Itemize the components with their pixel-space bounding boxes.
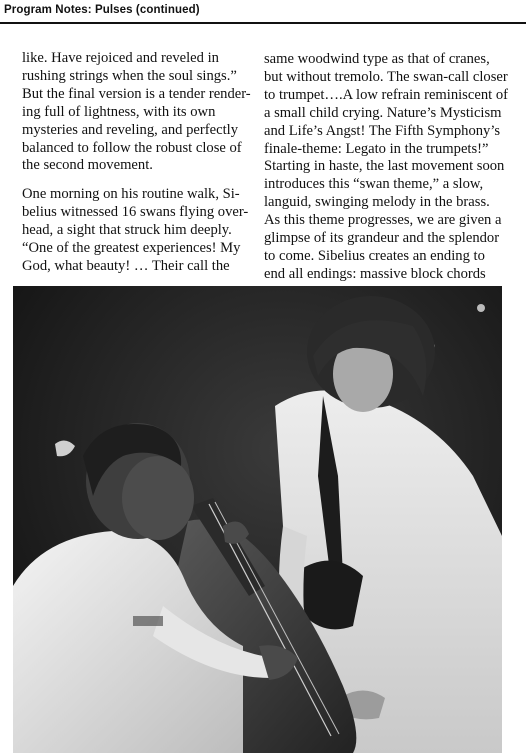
photo-girl-with-cello-and-teacher xyxy=(13,286,502,753)
text-line: introduces this “swan theme,” a slow, xyxy=(264,176,484,193)
text-line: and Life’s Angst! The Fifth Symphony’s xyxy=(264,122,501,139)
page-header xyxy=(0,0,526,22)
text-line: the second movement. xyxy=(22,157,153,174)
left-paragraph-2 xyxy=(22,186,257,276)
left-column xyxy=(22,50,257,287)
text-line: ing full of lightness, with its own xyxy=(22,103,216,120)
text-line: mysteries and reveling, and perfectly xyxy=(22,121,238,138)
right-column xyxy=(264,51,509,295)
right-paragraph-1 xyxy=(264,51,509,284)
text-line: finale-theme: Legato in the trumpets!” xyxy=(264,140,489,157)
text-line: to come. Sibelius creates an ending to xyxy=(264,247,485,264)
text-line: rushing strings when the soul sings.” xyxy=(22,67,237,84)
text-line: same woodwind type as that of cranes, xyxy=(264,51,490,67)
text-line: end all endings: massive block chords xyxy=(264,265,486,282)
text-line: like. Have rejoiced and reveled in xyxy=(22,50,219,66)
text-line: head, a sight that struck him deeply. xyxy=(22,222,232,239)
header-rule xyxy=(0,22,526,24)
page-header-title: Program Notes: Pulses (continued) xyxy=(4,4,200,16)
text-line: God, what beauty! … Their call the xyxy=(22,257,230,274)
text-line: to trumpet….A low refrain reminiscent of xyxy=(264,86,508,103)
background-light xyxy=(477,304,485,312)
text-line: languid, swinging melody in the brass. xyxy=(264,194,490,211)
text-line: As this theme progresses, we are given a xyxy=(264,212,502,229)
text-line: but without tremolo. The swan-call closer xyxy=(264,68,508,85)
text-line: belius witnessed 16 swans flying over- xyxy=(22,204,249,221)
text-line: One morning on his routine walk, Si- xyxy=(22,186,240,203)
text-line: Starting in haste, the last movement soon xyxy=(264,158,505,175)
text-line: But the final version is a tender render- xyxy=(22,85,251,102)
text-line: a small child crying. Nature’s Mysticism xyxy=(264,104,502,121)
text-line: glimpse of its grandeur and the splendor xyxy=(264,230,500,247)
text-line: balanced to follow the robust close of xyxy=(22,139,242,156)
text-line: “One of the greatest experiences! My xyxy=(22,240,241,257)
left-paragraph-1 xyxy=(22,50,257,175)
girl-face xyxy=(122,456,194,540)
sweater-embroidery xyxy=(133,616,163,626)
